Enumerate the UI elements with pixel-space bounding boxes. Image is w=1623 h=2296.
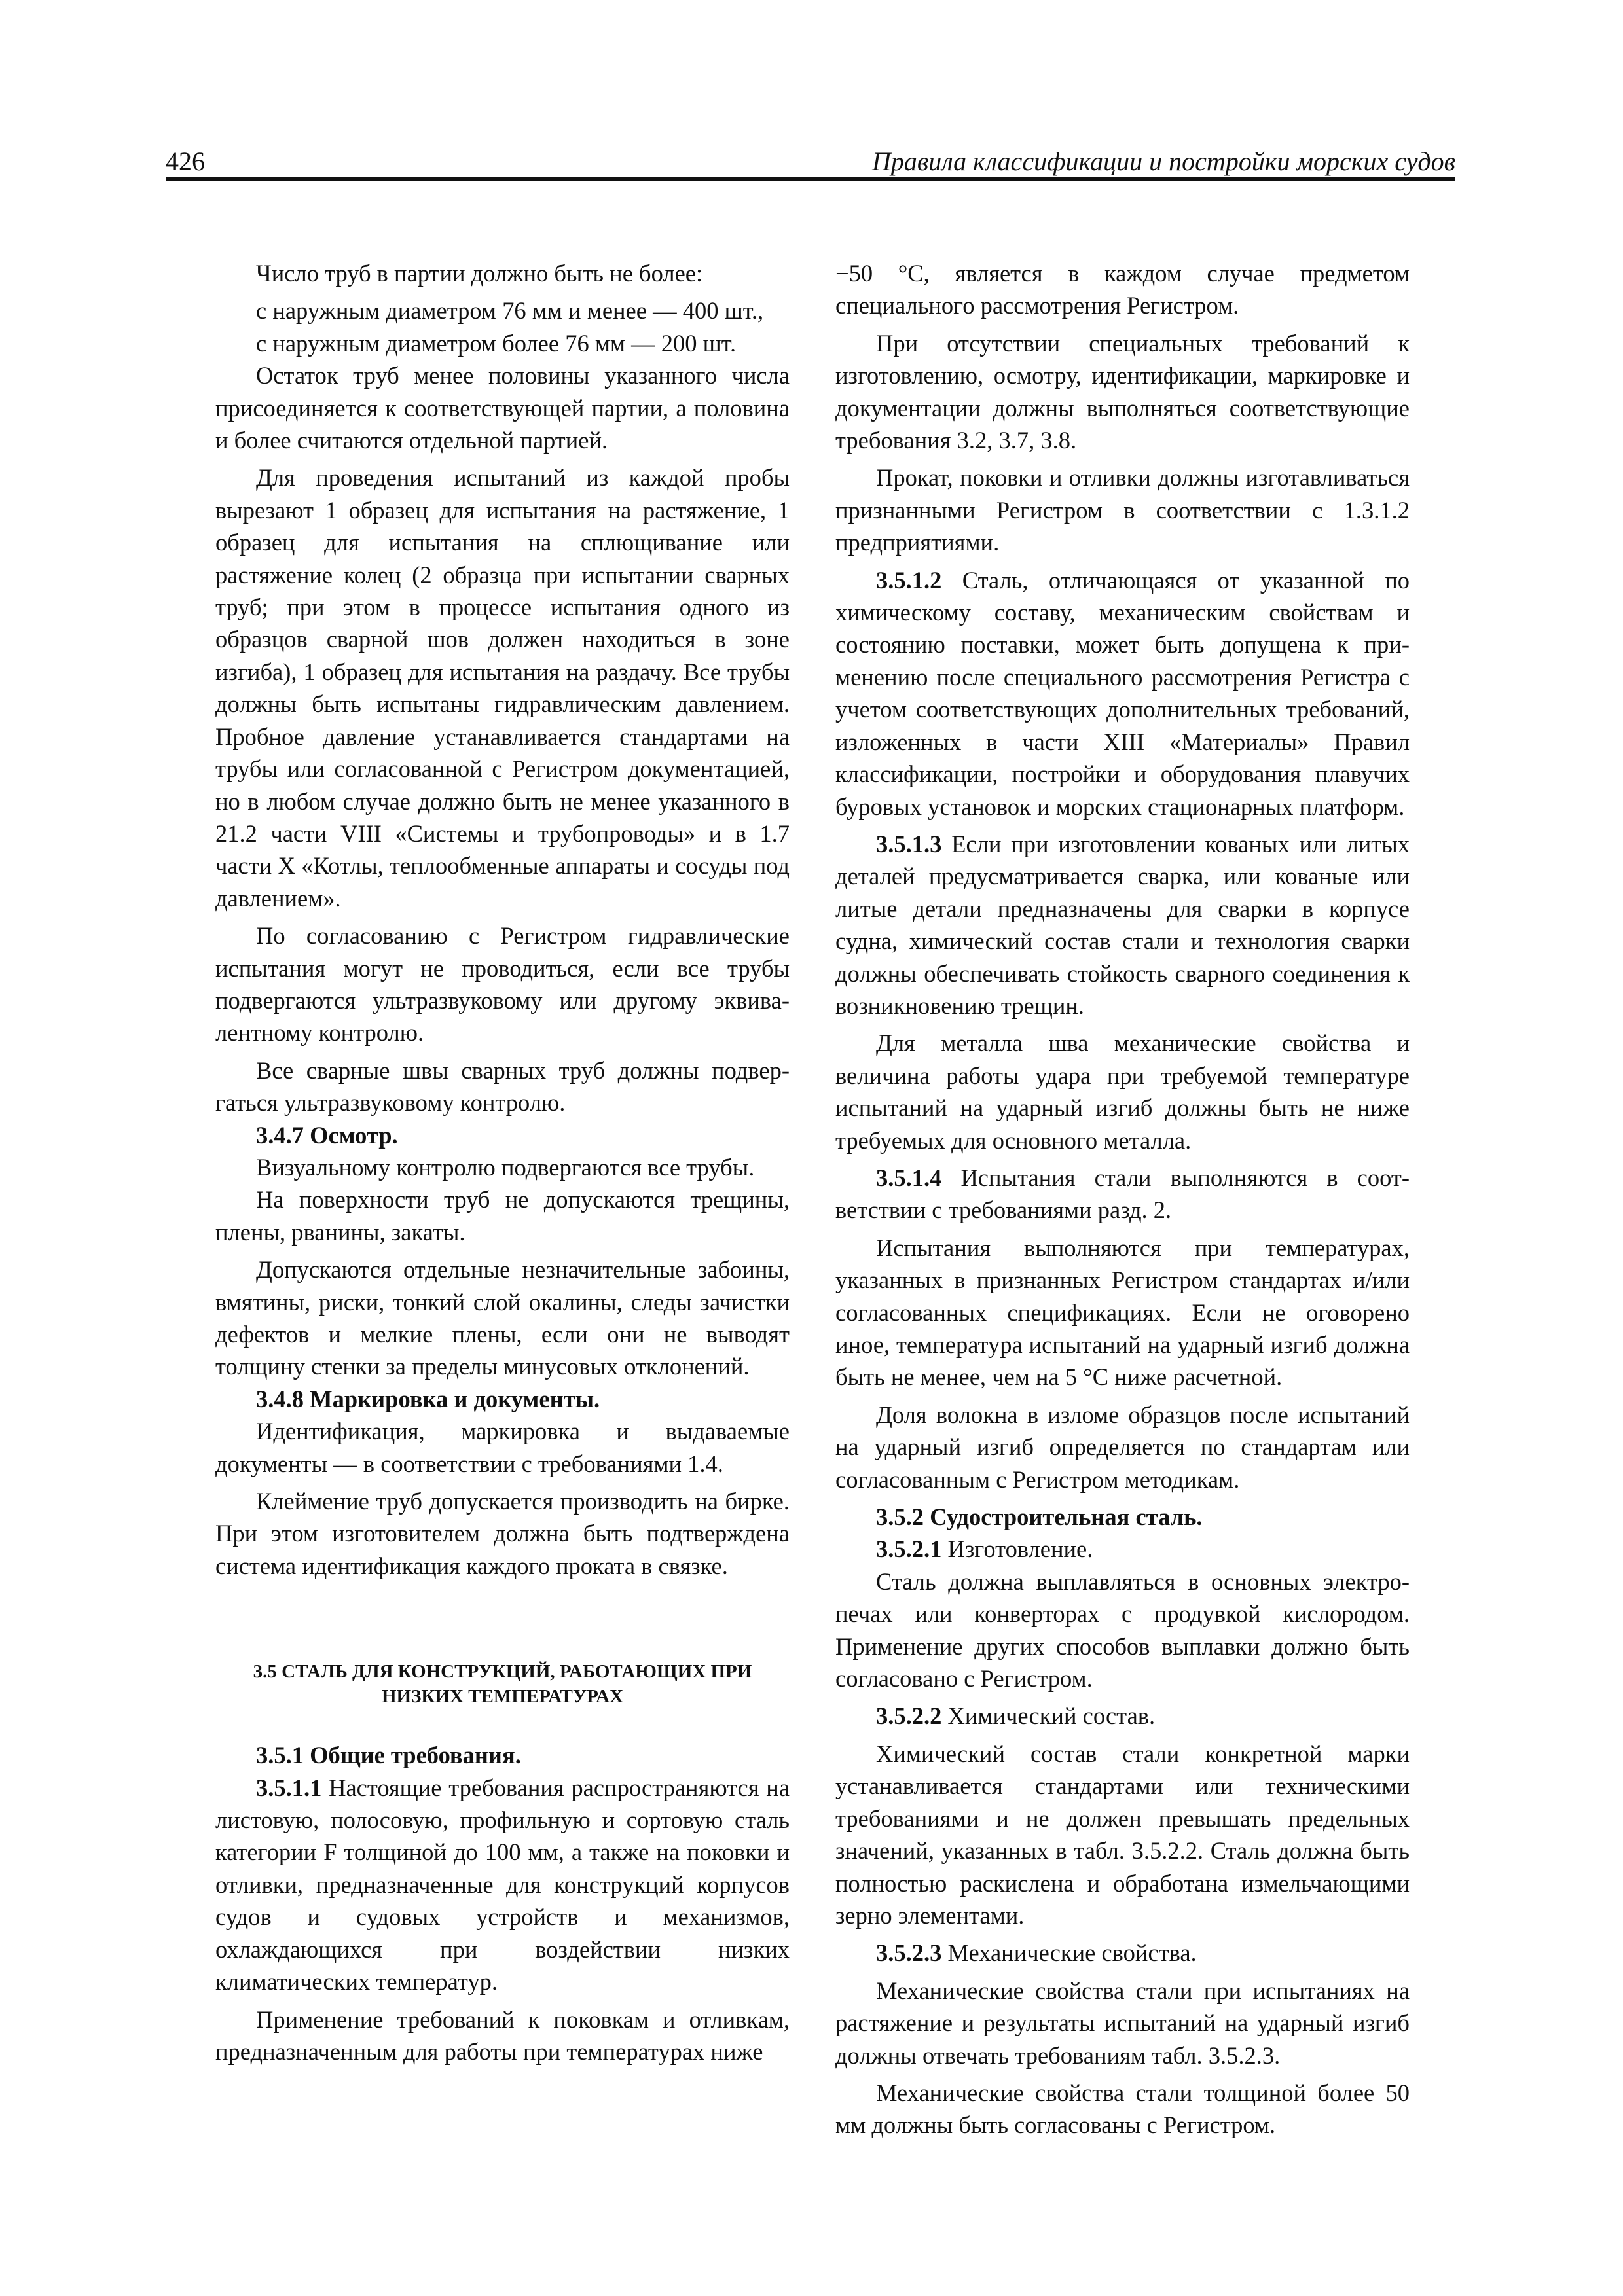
paragraph: Для металла шва механические свойства и величина работы удара при требуемой температуре испытаний на ударный изгиб должны быть не ниже требуемых для основного металла.	[835, 1030, 1410, 1154]
running-title: Правила классификации и постройки морских судов	[871, 147, 1455, 176]
paragraph	[835, 1162, 1410, 1227]
paragraph-text: Испытания стали выполняются в соответствии с требованиями разд. 2.	[835, 1164, 1410, 1224]
paragraph-text: Настоящие требования распространяются на листовую, полосовую, профильную и сортовую сталь категории F толщиной до 100 мм, а также на поковки и отливки, предназначенные для конструкций корпусов судов и судовых устройств и механизмов, охлаждающихся при воздействии низких климатических температур.	[215, 1774, 790, 1996]
paragraph: Применение требований к поковкам и отливкам, предназначенным для работы при температурах ниже	[215, 2005, 790, 2065]
paragraph	[215, 1772, 790, 1998]
subsection-heading: 3.5.2 Судостроительная сталь.	[876, 1503, 1203, 1531]
clause-heading	[835, 1533, 1410, 1565]
paragraph: Сталь должна выплавляться в основных электропечах или конверторах с продувкой кислородом. Применение других способов выплавки должно быть согласовано с Регистром.	[835, 1568, 1410, 1693]
header-rule	[166, 177, 1455, 181]
clause-heading	[835, 1700, 1410, 1732]
section-heading: 3.5 СТАЛЬ ДЛЯ КОНСТРУКЦИЙ, РАБОТАЮЩИХ ПРИ НИЗКИХ ТЕМПЕРАТУРАХ	[253, 1661, 752, 1708]
page-header	[166, 144, 1455, 181]
paragraph	[835, 828, 1410, 1022]
clause-number: 3.5.1.1	[256, 1774, 322, 1801]
paragraph: −50 °C, является в каждом случае предметом специального рассмотрения Регистром.	[835, 260, 1410, 319]
clause-number: 3.5.2.2	[876, 1702, 942, 1730]
subsection-heading: 3.5.1 Общие требования.	[256, 1742, 521, 1769]
subsection-heading: 3.4.8 Маркировка и документы.	[256, 1385, 600, 1412]
paragraph: При отсутствии специальных требований к изготовлению, осмотру, идентификации, маркировке и документации должны выполняться соответствующие требования 3.2, 3.7, 3.8.	[835, 329, 1410, 454]
list-item: с наружным диаметром более 76 мм — 200 шт.	[256, 329, 737, 357]
paragraph: Клеймение труб допускается производить на бирке. При этом изготовителем должна быть подтверждена система идентификация каждого проката в связке.	[215, 1488, 790, 1579]
paragraph: Визуальному контролю подвергаются все трубы.	[256, 1153, 755, 1181]
clause-title: Механические свойства.	[941, 1939, 1197, 1967]
paragraph: Механические свойства стали толщиной более 50 мм должны быть согласованы с Регистром.	[835, 2079, 1410, 2139]
subsection-heading: 3.4.7 Осмотр.	[256, 1121, 398, 1149]
paragraph: Идентификация, маркировка и выдаваемые документы — в соответствии с требованиями 1.4.	[215, 1418, 790, 1477]
paragraph: По согласованию с Регистром гидравлические испытания могут не проводиться, если все трубы подвергаются ультразвуковому или другому эквивалентному контролю.	[215, 922, 790, 1047]
clause-number: 3.5.2.1	[876, 1535, 942, 1563]
paragraph: Допускаются отдельные незначительные забоины, вмятины, риски, тонкий слой окалины, следы зачистки дефектов и мелкие плены, если они не выводят толщину стенки за пределы минусовых отклонений.	[215, 1256, 790, 1380]
left-column	[215, 257, 790, 2073]
clause-number: 3.5.1.2	[876, 566, 942, 594]
paragraph-text: Если при изготовлении кованых или литых деталей предусматривается сварка, или кованые или литые детали предназначены для сварки в корпусе судна, химический состав стали и технология сварки должны обеспечивать стойкость сварного соединения к возникновению трещин.	[835, 830, 1410, 1019]
paragraph: Число труб в партии должно быть не более:	[256, 260, 703, 287]
paragraph-text: Сталь, отличающаяся от указанной по химическому составу, механическим свойствам и состоянию поставки, может быть допущена к применению после специального рассмотрения Регистра с учетом соответствующих дополнительных требований, изложенных в части XIII «Материалы» Правил классификации, постройки и оборудования плавучих буровых установок и морских стационарных платформ.	[835, 566, 1410, 820]
paragraph: Химический состав стали конкретной марки устанавливается стандартами или техническими требованиями и не должен превышать предельных значений, указанных в табл. 3.5.2.2. Сталь должна быть полностью раскислена и обработана измельчающими зерно элементами.	[835, 1740, 1410, 1929]
clause-number: 3.5.1.3	[876, 830, 942, 857]
clause-number: 3.5.1.4	[876, 1164, 942, 1191]
paragraph: Для проведения испытаний из каждой пробы вырезают 1 образец для испытания на растяжение, 1 образец для испытания на сплющивание или растяжение колец (2 образца при испытании сварных труб; при этом в процессе испытания одного из образцов сварной шов должен находиться в зоне изгиба), 1 образец для испытания на раздачу. Все трубы должны быть испытаны гидравлическим давлением. Пробное давление устанавливается стандартами на трубы или согласованной с Регистром документацией, но в любом случае должно быть не менее указанного в 21.2 части VIII «Системы и трубопроводы» и в 1.7 части X «Котлы, теплообменные аппараты и сосуды под давлением».	[215, 464, 790, 912]
paragraph: Механические свойства стали при испытаниях на растяжение и результаты испытаний на ударный изгиб должны отвечать требованиям табл. 3.5.2.3.	[835, 1977, 1410, 2069]
clause-number: 3.5.2.3	[876, 1939, 942, 1967]
clause-title: Изготовление.	[941, 1535, 1093, 1563]
paragraph: Доля волокна в изломе образцов после испытаний на ударный изгиб определяется по стандартам или согласованным с Регистром методикам.	[835, 1401, 1410, 1493]
right-column	[835, 257, 1410, 2147]
paragraph: Прокат, поковки и отливки должны изготавливаться признанными Регистром в соответствии с 1.3.1.2 предприятиями.	[835, 464, 1410, 556]
paragraph: Испытания выполняются при температурах, указанных в признанных Регистром стандартах и/или согласованных спецификациях. Если не оговорено иное, температура испытаний на ударный изгиб должна быть не менее, чем на 5 °C ниже расчетной.	[835, 1234, 1410, 1391]
paragraph	[835, 564, 1410, 823]
paragraph: Остаток труб менее половины указанного числа присоединяется к соответствующей партии, а половина и более считаются отдельной партией.	[215, 362, 790, 454]
clause-title: Химический состав.	[941, 1702, 1156, 1730]
clause-heading	[835, 1937, 1410, 1969]
list-item: с наружным диаметром 76 мм и менее — 400 шт.,	[256, 297, 764, 325]
paragraph: Все сварные швы сварных труб должны подвергаться ультразвуковому контролю.	[215, 1056, 790, 1117]
page-number: 426	[166, 147, 205, 176]
paragraph: На поверхности труб не допускаются трещины, плены, рванины, закаты.	[215, 1186, 790, 1246]
